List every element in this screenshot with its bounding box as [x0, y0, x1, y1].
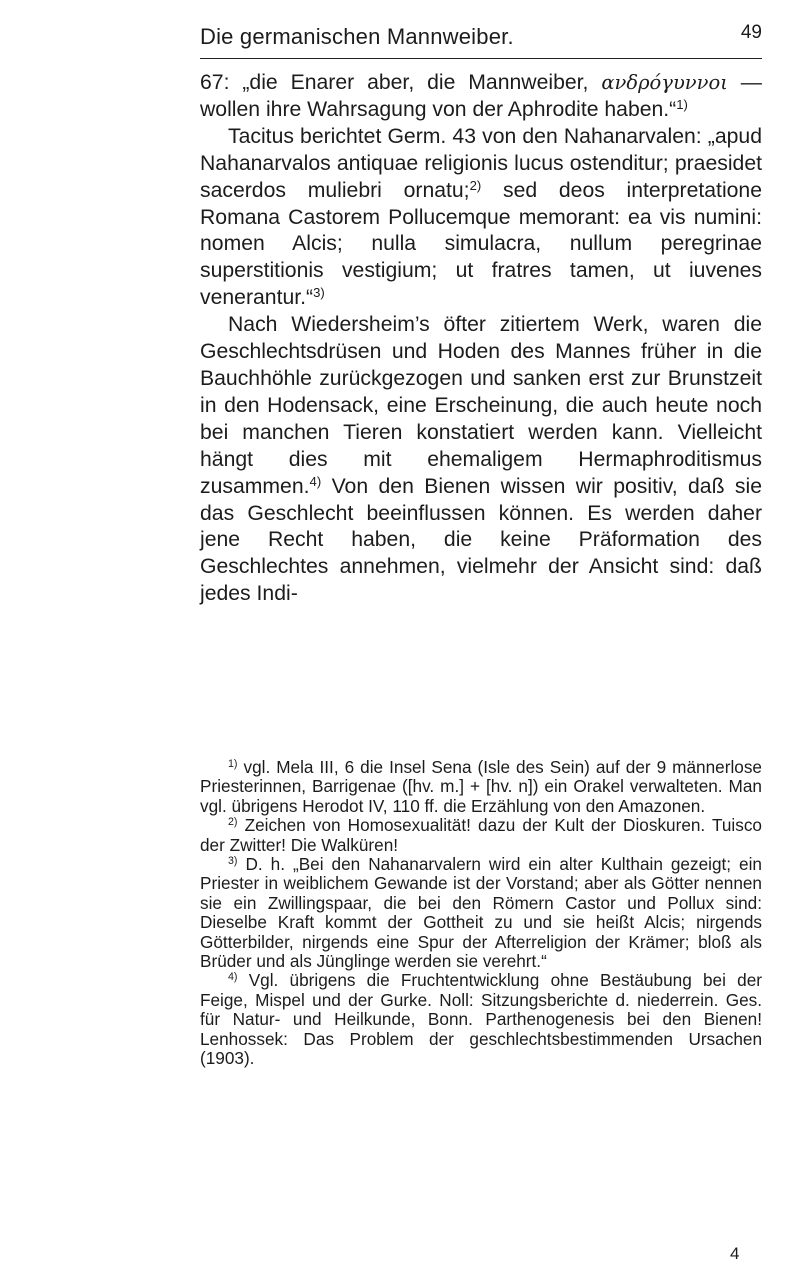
text-run: sed deos interpretatione Romana Castorem Pollucemque memorant: ea vis numini: nomen Alcis; nulla simulacra, nullum peregrinae superstitionis vestigium; ut fratres tamen, ut iuvenes venerantur.“	[200, 178, 762, 310]
paragraph-enarer	[200, 70, 762, 124]
footnote-ref: 2)	[469, 177, 482, 193]
main-text	[200, 70, 762, 608]
footnote-mark: 1)	[228, 758, 238, 771]
footnote-ref: 3)	[313, 285, 325, 301]
footnote-1	[200, 758, 762, 816]
paragraph-wiedersheim	[200, 312, 762, 608]
text-run: Nach Wiedersheim’s öfter zitiertem Werk, waren die Geschlechtsdrüsen und Hoden des Mannes früher in die Bauchhöhle zurückgezogen und sanken erst zur Brunstzeit in den Hodensack, eine Erscheinung, die auch heute noch bei manchen Tieren konstatiert werden kann. Vielleicht hängt dies mit ehemaligem Hermaphroditismus zusammen.	[200, 313, 762, 498]
paragraph-tacitus	[200, 124, 762, 312]
footnote-4	[200, 971, 762, 1068]
footnote-mark: 2)	[228, 816, 238, 829]
footnote-text: Vgl. übrigens die Fruchtentwicklung ohne Bestäubung bei der Feige, Mispel und der Gurke. Noll: Sitzungsberichte d. niederrein. Ges. für Natur- und Heilkunde, Bonn. Parthenogenesis bei den Bienen! Lenhossek: Das Problem der geschlechtsbestimmenden Ursachen (1903).	[200, 970, 762, 1069]
footnote-2	[200, 816, 762, 855]
footnote-ref: 4)	[309, 473, 322, 489]
footnote-mark: 4)	[228, 971, 238, 984]
text-run: 67: „die Enarer aber, die Mannweiber,	[200, 71, 602, 94]
page-header	[200, 24, 762, 59]
footnote-text: D. h. „Bei den Nahanarvalern wird ein alter Kulthain gezeigt; ein Priester in weiblichem Gewande ist der Vorstand; aber als Götter nennen sie ein Zwillingspaar, die bei den Römern Castor und Pollux sind: Dieselbe Kraft kommt der Gottheit zu und sie heißt Alcis; nirgends Götterbilder, nirgends eine Spur der Afterreligion der Krämer; bloß als Brüder und als Jünglinge werden sie verehrt.“	[200, 854, 762, 972]
footnote-text: Zeichen von Homosexualität! dazu der Kult der Dioskuren. Tuisco der Zwitter! Die Walküren!	[200, 815, 762, 855]
footnote-ref: 1)	[676, 96, 688, 112]
footnote-text: vgl. Mela III, 6 die Insel Sena (Isle des Sein) auf der 9 männerlose Priesterinnen, Barrigenae ([hv. m.] + [hv. n]) ein Orakel verwalteten. Man vgl. übrigens Herodot IV, 110 ff. die Erzählung von den Amazonen.	[200, 757, 762, 816]
greek-word: ανδρόγυννοι	[601, 71, 728, 94]
signature-mark: 4	[730, 1244, 740, 1263]
text-run: Tacitus berichtet Germ. 43 von den Nahanarvalen: „apud Nahanarvalos antiquae religionis lucus ostenditur; praesidet sacerdos muliebri ornatu;	[200, 124, 762, 202]
footnote-3	[200, 855, 762, 971]
text-run: — wollen ihre Wahrsagung von der Aphrodite haben.“	[200, 71, 762, 121]
running-title: Die germanischen Mannweiber.	[200, 24, 514, 49]
text-run: Von den Bienen wissen wir positiv, daß sie das Geschlecht beeinflussen können. Es werden daher jene Recht haben, die keine Präformation des Geschlechtes annehmen, vielmehr der Ansicht sind: daß jedes Indi-	[200, 474, 762, 606]
page-number: 49	[740, 22, 762, 43]
footnotes	[200, 758, 762, 1069]
footnote-mark: 3)	[228, 855, 238, 868]
